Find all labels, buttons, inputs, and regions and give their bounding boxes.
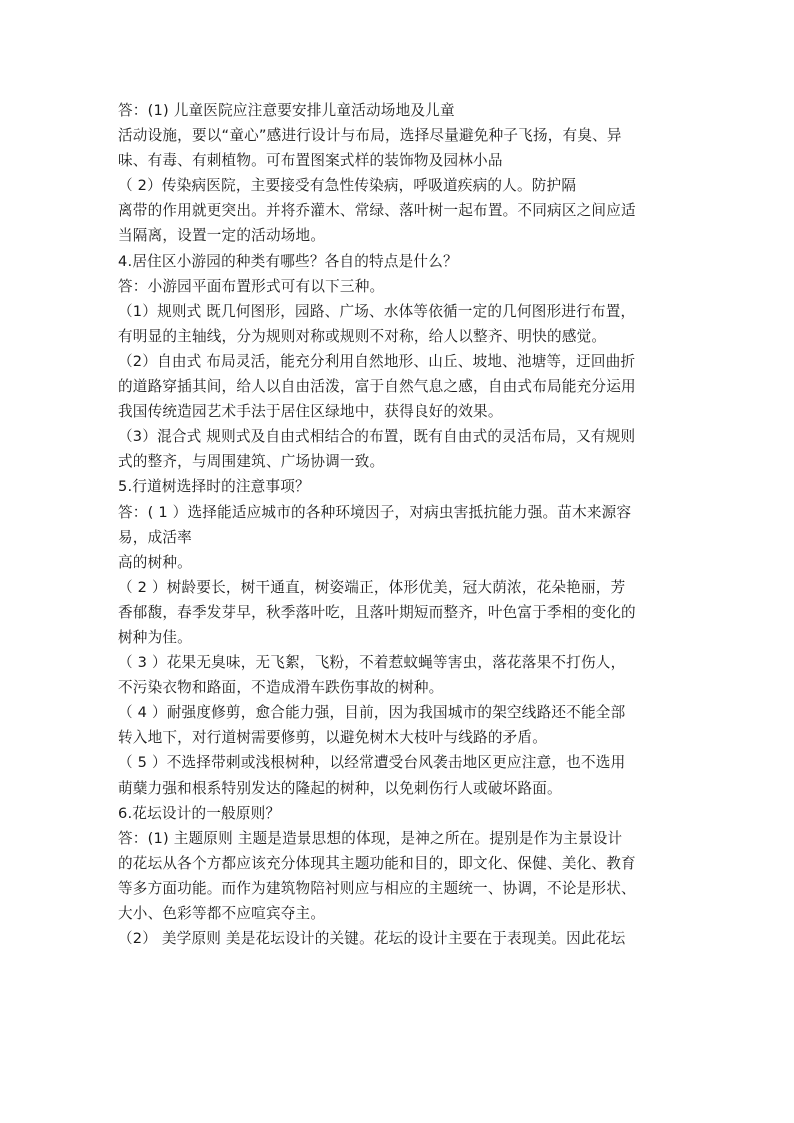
text-line: 萌蘖力强和根系特别发达的隆起的树种，以免刺伤行人或破坏路面。 <box>118 779 562 797</box>
text-line: 大小、色彩等都不应喧宾夺主。 <box>118 905 326 922</box>
text-line: （ 3 ）花果无臭味，无飞絮，飞粉，不着惹蚊蝇等害虫，落花落果不打伤人， <box>118 654 626 672</box>
text-line: 活动设施，要以“童心”感进行设计与布局，选择尽量避免种子飞扬，有臭、异 <box>118 127 622 145</box>
text-line: 答：(1) 儿童医院应注意要安排儿童活动场地及儿童 <box>118 102 455 119</box>
text-line: 味、有毒、有刺植物。可布置图案式样的装饰物及园林小品 <box>118 152 503 170</box>
text-line: 答：小游园平面布置形式可有以下三种。 <box>118 277 385 295</box>
text-line: 易，成活率 <box>118 528 192 546</box>
text-line: （ 2）传染病医院，主要接受有急性传染病，呼吸道疾病的人。防护隔 <box>118 177 577 195</box>
text-line: 高的树种。 <box>118 553 192 571</box>
text-line: 式的整齐，与周围建筑、广场协调一致。 <box>118 453 385 471</box>
text-line: （2）自由式 布局灵活，能充分利用自然地形、山丘、坡地、池塘等，迂回曲折 <box>118 352 636 370</box>
text-line: 香郁馥，春季发芽早，秋季落叶吃，且落叶期短而整齐，叶色富于季相的变化的 <box>118 603 636 621</box>
text-line: 当隔离，设置一定的活动场地。 <box>118 227 326 245</box>
text-line: （ 2 ）树龄要长，树干通直，树姿端正，体形优美，冠大荫浓，花朵艳丽，芳 <box>118 578 626 596</box>
section-heading: 4.居住区小游园的种类有哪些？各自的特点是什么？ <box>118 252 458 270</box>
text-line: 的花坛从各个方都应该充分体现其主题功能和目的，即文化、保健、美化、教育 <box>118 854 636 872</box>
text-line: 答：(1) 主题原则 主题是造景思想的体现，是神之所在。提别是作为主景设计 <box>118 829 623 847</box>
text-line: 有明显的主轴线，分为规则对称或规则不对称，给人以整齐、明快的感觉。 <box>118 327 607 345</box>
section-heading: 5.行道树选择时的注意事项？ <box>118 478 310 496</box>
section-heading: 6.花坛设计的一般原则？ <box>118 804 281 822</box>
text-line: 离带的作用就更突出。并将乔灌木、常绿、落叶树一起布置。不同病区之间应适 <box>118 202 636 220</box>
text-line: （ 4 ）耐强度修剪，愈合能力强，目前，因为我国城市的架空线路还不能全部 <box>118 704 626 722</box>
text-line: 转入地下，对行道树需要修剪，以避免树木大枝叶与线路的矛盾。 <box>118 729 548 747</box>
text-line: （1）规则式 既几何图形，园路、广场、水体等依循一定的几何图形进行布置， <box>118 302 636 320</box>
text-line: （3）混合式 规则式及自由式相结合的布置，既有自由式的灵活布局，又有规则 <box>118 428 636 446</box>
text-line: （2） 美学原则 美是花坛设计的关键。花坛的设计主要在于表现美。因此花坛 <box>118 930 626 948</box>
text-line: 等多方面功能。而作为建筑物陪衬则应与相应的主题统一、协调，不论是形状、 <box>118 879 636 897</box>
text-line: 不污染衣物和路面，不造成滑车跌伤事故的树种。 <box>118 679 444 697</box>
text-line: 树种为佳。 <box>118 628 192 646</box>
text-line: （ 5 ）不选择带刺或浅根树种，以经常遭受台风袭击地区更应注意，也不选用 <box>118 754 626 772</box>
text-line: 答：( 1 ）选择能适应城市的各种环境因子，对病虫害抵抗能力强。苗木来源容 <box>118 503 632 521</box>
text-line: 我国传统造园艺术手法于居住区绿地中，获得良好的效果。 <box>118 403 503 421</box>
document-body <box>118 98 688 951</box>
text-line: 的道路穿插其间，给人以自由活泼，富于自然气息之感，自由式布局能充分运用 <box>118 378 636 396</box>
